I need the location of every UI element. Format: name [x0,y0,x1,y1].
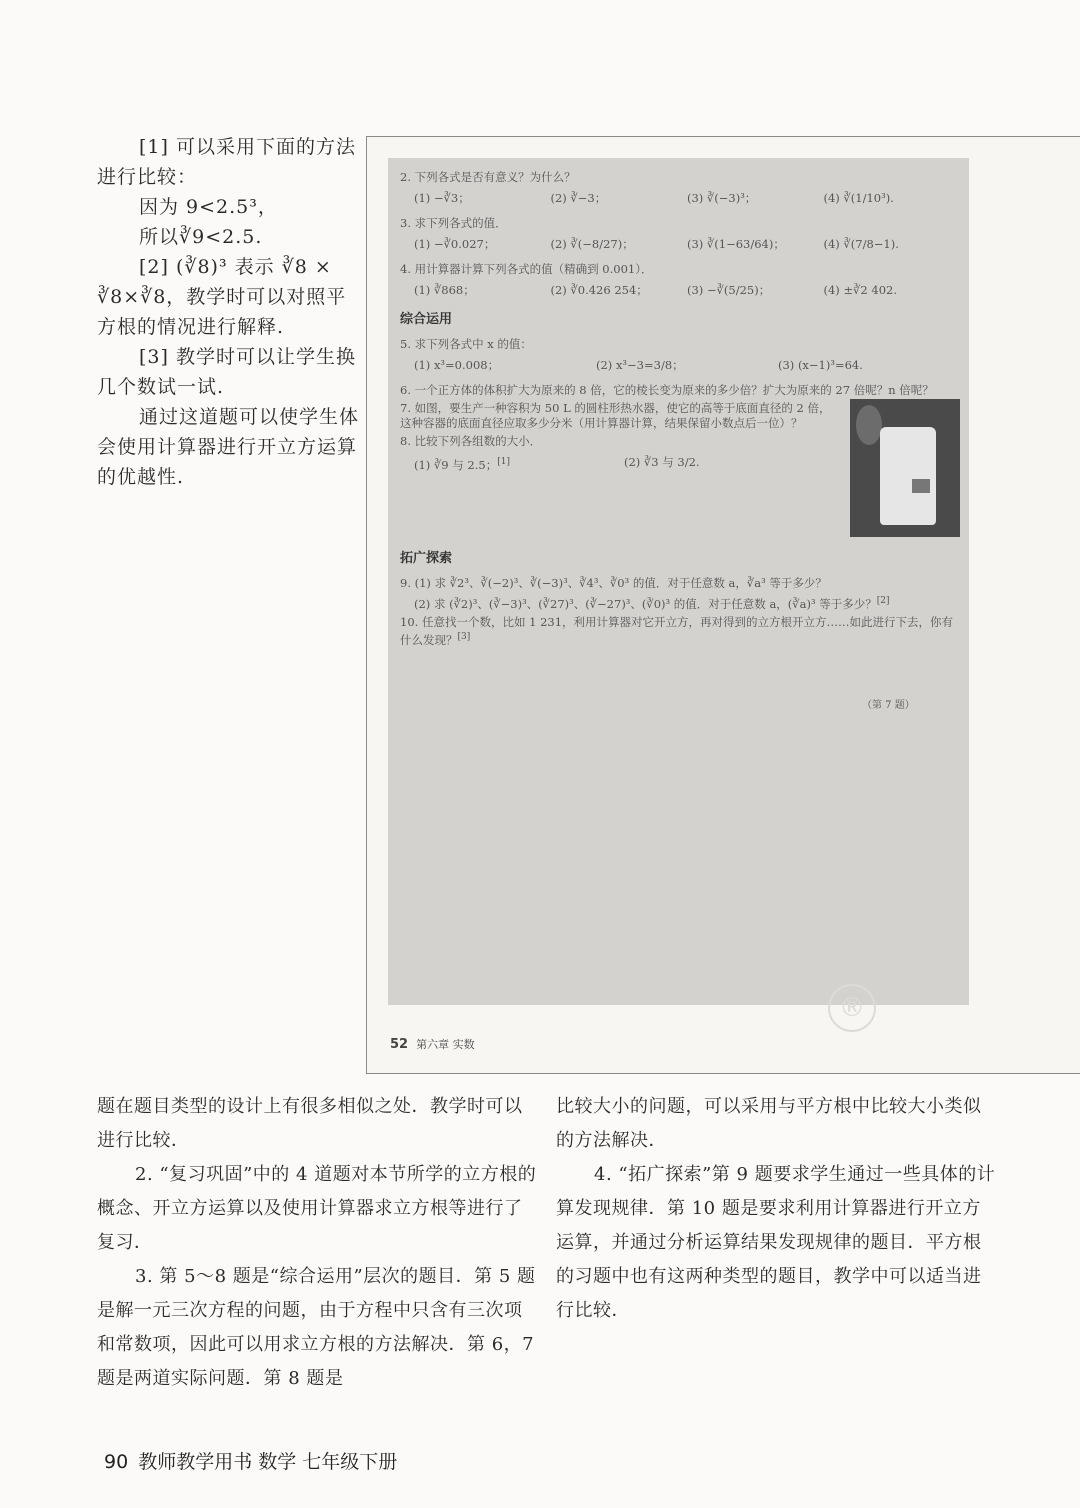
q4-option: (1) ∛868； [414,283,475,297]
annotation-marker-1: [1] [497,457,510,467]
question-7-text-column [400,401,850,537]
q5-option: (1) x³=0.008； [414,358,500,372]
q3-option: (1) −∛0.027； [414,237,496,251]
q3-option: (4) ∛(7/8−1). [823,237,899,251]
q8-option: (2) ∛3 与 3/2. [624,455,700,469]
question-4: 4. 用计算器计算下列各式的值（精确到 0.001）． [400,262,653,276]
q4-option: (2) ∛0.426 254； [550,283,648,297]
question-2: 2. 下列各式是否有意义？为什么？ [400,170,576,184]
q2-option: (4) ∛(1/10³). [823,191,894,205]
annotation-marker-3: [3] [457,631,471,642]
textbook-exercises [400,170,960,651]
note-2: [2] (∛8)³ 表示 ∛8 × ∛8×∛8，教学时可以对照平方根的情况进行解释. [97,256,347,338]
note-3: [3] 教学时可以让学生换几个数试一试. [97,346,356,398]
margin-notes [97,132,359,492]
body-paragraph: 题在题目类型的设计上有很多相似之处．教学时可以进行比较． [97,1096,523,1151]
section-heading-explore: 拓广探索 [400,551,453,566]
q8-option-1-text: (1) ∛9 与 2.5； [414,457,498,472]
question-10 [400,615,960,648]
body-paragraph: 比较大小的问题，可以采用与平方根中比较大小类似的方法解决． [556,1096,982,1151]
q4-option: (4) ±∛2 402. [823,283,897,297]
q2-option: (2) ∛−3； [550,191,607,205]
q10-text: 10. 任意找一个数，比如 1 231，利用计算器对它开立方，再对得到的立方根开立方……如此进行下去，你有什么发现？ [400,614,954,647]
book-title: 教师教学用书 数学 七年级下册 [138,1451,398,1473]
section-heading-apply: 综合运用 [400,312,453,327]
body-paragraph: 3. 第 5～8 题是“综合运用”层次的题目．第 5 题是解一元三次方程的问题，由于方程中只含有三次项和常数项，因此可以用求立方根的方法解决．第 6，7 题是两道实际问题．第 8 题是 [97,1266,536,1389]
heater-panel-shape [912,479,930,493]
q3-option: (2) ∛(−8/27)； [550,237,634,251]
q5-option: (2) x³−3=3/8； [596,358,684,372]
q9-part-2-text: (2) 求 (∛2)³、(∛−3)³、(∛27)³、(∛−27)³、(∛0)³ 的值．对于任意数 a，(∛a)³ 等于多少？ [414,596,877,611]
question-7-block [400,401,960,537]
figure-caption: （第 7 题） [862,700,915,711]
page-number: 90 [104,1451,129,1473]
body-paragraph: 2. “复习巩固”中的 4 道题对本节所学的立方根的概念、开立方运算以及使用计算器求立方根等进行了复习． [97,1164,537,1253]
question-7: 7. 如图，要生产一种容积为 50 L 的圆柱形热水器，使它的高等于底面直径的 2 倍，这种容器的底面直径应取多少分米（用计算器计算，结果保留小数点后一位）？ [400,401,831,430]
note-1-line-3: 所以∛9<2.5. [139,226,263,248]
textbook-page-number: 52 [390,1037,409,1052]
water-heater-photo [850,399,960,537]
textbook-chapter-title: 第六章 实数 [416,1038,475,1051]
question-3-options [414,237,960,252]
q3-option: (3) ∛(1−63/64)； [687,237,785,251]
q5-option: (3) (x−1)³=64. [778,358,863,372]
question-4-options [414,283,960,298]
note-1-line-2: 因为 9<2.5³， [139,196,278,218]
question-9-part-1: 9. (1) 求 ∛2³、∛(−2)³、∛(−3)³、∛4³、∛0³ 的值．对于任意数 a，∛a³ 等于多少？ [400,576,827,590]
question-8: 8. 比较下列各组数的大小． [400,434,542,448]
question-5-options [414,358,960,373]
question-6: 6. 一个正方体的体积扩大为原来的 8 倍，它的棱长变为原来的多少倍？扩大为原来的 27 倍呢？n 倍呢？ [400,383,934,397]
question-8-options [414,455,834,473]
heater-tank-shape [880,427,936,525]
registered-trademark-watermark: ® [828,984,876,1032]
textbook-page-footer [390,1036,475,1052]
note-3-continued: 通过这道题可以使学生体会使用计算器进行开立方运算的优越性. [97,406,360,488]
body-column-right [556,1090,996,1328]
question-9-part-2 [400,594,960,612]
note-1: [1] 可以采用下面的方法进行比较： [97,136,356,188]
body-paragraph: 4. “拓广探索”第 9 题要求学生通过一些具体的计算发现规律．第 10 题是要求利用计算器进行开立方运算，并通过分析运算结果发现规律的题目．平方根的习题中也有这两种类型的题目，教学中可以适当进行比较． [556,1164,996,1321]
question-5: 5. 求下列各式中 x 的值： [400,337,532,351]
question-3: 3. 求下列各式的值． [400,216,507,230]
question-2-options [414,191,960,206]
q2-option: (1) −∛3； [414,191,470,205]
annotation-marker-2: [2] [876,596,890,606]
plant-shape [856,405,882,445]
q4-option: (3) −∛(5/25)； [687,283,771,297]
page-footer [104,1447,397,1474]
q2-option: (3) ∛(−3)³； [687,191,757,205]
body-column-left [97,1090,537,1396]
q8-option [414,455,624,473]
